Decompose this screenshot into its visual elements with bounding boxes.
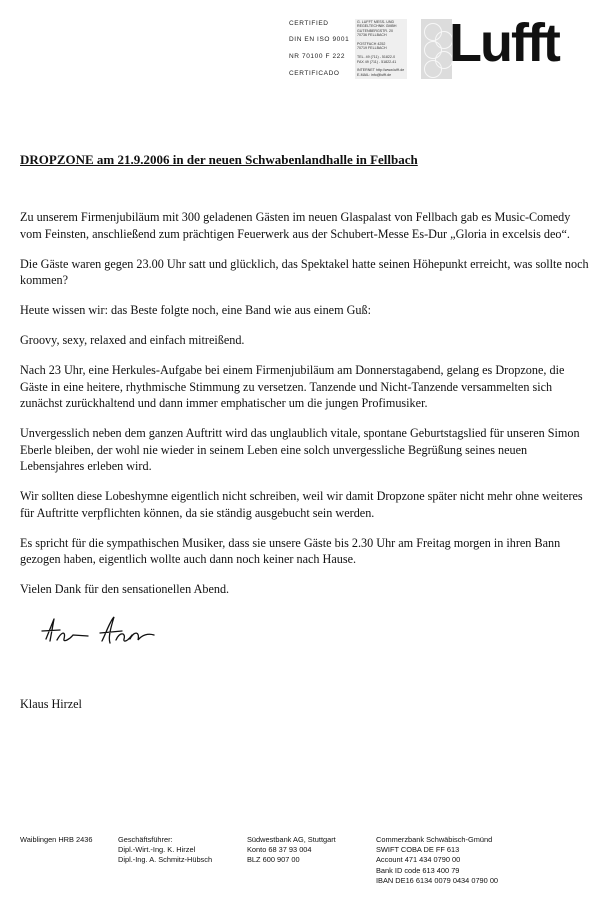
paragraph: Nach 23 Uhr, eine Herkules-Aufgabe bei einem Firmenjubiläum am Donnerstagabend, gelang es Dropzone, die Gäste in eine heitere, rhythmische Stimmung zu versetzen. Tanzende und Nicht-Tanzende versammelten sich zunächst zurückhaltend und dann immer emphatischer um die jungen Profimusiker. (20, 363, 565, 410)
letter-title: DROPZONE am 21.9.2006 in der neuen Schwabenlandhalle in Fellbach (20, 152, 418, 167)
address-line: 70719 FELLBACH (357, 46, 387, 51)
handwritten-signature (40, 613, 170, 653)
letter-body (20, 209, 590, 611)
footer-register (20, 835, 92, 845)
paragraph: Heute wissen wir: das Beste folgte noch, eine Band wie aus einem Guß: (20, 303, 371, 317)
footer-line: Commerzbank Schwäbisch-Gmünd (376, 835, 493, 844)
address-line: TEL. 49 (711) - 51822-0 (357, 55, 396, 60)
address-line: POSTFACH 4252 (357, 42, 386, 47)
paragraph: Es spricht für die sympathischen Musiker, dass sie unsere Gäste bis 2.30 Uhr am Freitag morgen in ihren Bann gezogen haben, eigentlich wollte auch dann noch keiner nach Hause. (20, 535, 561, 566)
paragraph: Unvergesslich neben dem ganzen Auftritt wird das unglaublich vitale, spontane Geburtstagslied für unseren Simon Eberle bleiben, der wohl nie wieder in seinem Leben eine solch unvergessliche Begrüßung seines neuen Lebensjahres erleben wird. (20, 426, 580, 473)
address-line: E-MAIL: info@lufft.de (357, 72, 392, 77)
address-line: G. LUFFT MESS- UND (357, 20, 395, 24)
footer-line: Dipl.-Wirt.-Ing. K. Hirzel (118, 845, 196, 855)
cert-line: DIN EN ISO 9001 (289, 36, 350, 43)
paragraph: Zu unserem Firmenjubiläum mit 300 geladenen Gästen im neuen Glaspalast von Fellbach gab es Music-Comedy vom Feinsten, anschließend zum prächtigen Feuerwerk aus der Schubert-Messe Es-Dur „Gloria in excelsis deo“. (20, 210, 571, 241)
address-line: REGELTECHNIK GMBH (357, 24, 397, 29)
footer-line: Waiblingen HRB 2436 (20, 835, 93, 844)
company-logo: Lufft (449, 13, 559, 73)
paragraph: Wir sollten diese Lobeshymne eigentlich nicht schreiben, weil wir damit Dropzone später nicht mehr ohne weiteres für Auftritte verpflichten können, da sie ständig ausgebucht sein werden. (20, 489, 583, 520)
paragraph: Groovy, sexy, relaxed and einfach mitreißend. (20, 333, 245, 347)
footer-line: Account 471 434 0790 00 (376, 855, 461, 865)
certification-box (287, 19, 349, 79)
cert-line: NR 70100 F 222 (289, 53, 346, 60)
paragraph: Die Gäste waren gegen 23.00 Uhr satt und glücklich, das Spektakel hatte seinen Höhepunkt erreicht, was sollte noch kommen? (20, 256, 589, 287)
address-line: INTERNET http://www.lufft.de (357, 68, 405, 73)
footer-line: Konto 68 37 93 004 (247, 845, 312, 855)
letterhead (287, 13, 585, 79)
address-line: FAX 49 (711) - 51822-41 (357, 59, 397, 64)
footer-line: Südwestbank AG, Stuttgart (247, 835, 336, 844)
footer-bank-suedwestbank (247, 835, 336, 866)
signer-name: Klaus Hirzel (20, 697, 82, 711)
paragraph: Vielen Dank für den sensationellen Abend. (20, 582, 230, 596)
footer-line: Bank ID code 613 400 79 (376, 865, 460, 875)
footer-line: IBAN DE16 6134 0079 0434 0790 00 (376, 875, 499, 885)
footer-management (118, 835, 212, 866)
footer-bank-commerzbank (376, 835, 498, 886)
cert-line: CERTIFIED (289, 20, 329, 27)
address-line: GUTENBERGSTR. 20 (357, 28, 393, 33)
footer-line: Dipl.-Ing. A. Schmitz-Hübsch (118, 855, 213, 865)
footer-line: BLZ 600 907 00 (247, 855, 300, 865)
company-address-box (355, 19, 407, 79)
footer-line: SWIFT COBA DE FF 613 (376, 845, 460, 855)
cert-line: CERTIFICADO (289, 70, 340, 77)
address-line: 70736 FELLBACH (357, 33, 387, 38)
footer-line: Geschäftsführer: (118, 835, 173, 844)
logo-emblem-icon (421, 19, 452, 79)
